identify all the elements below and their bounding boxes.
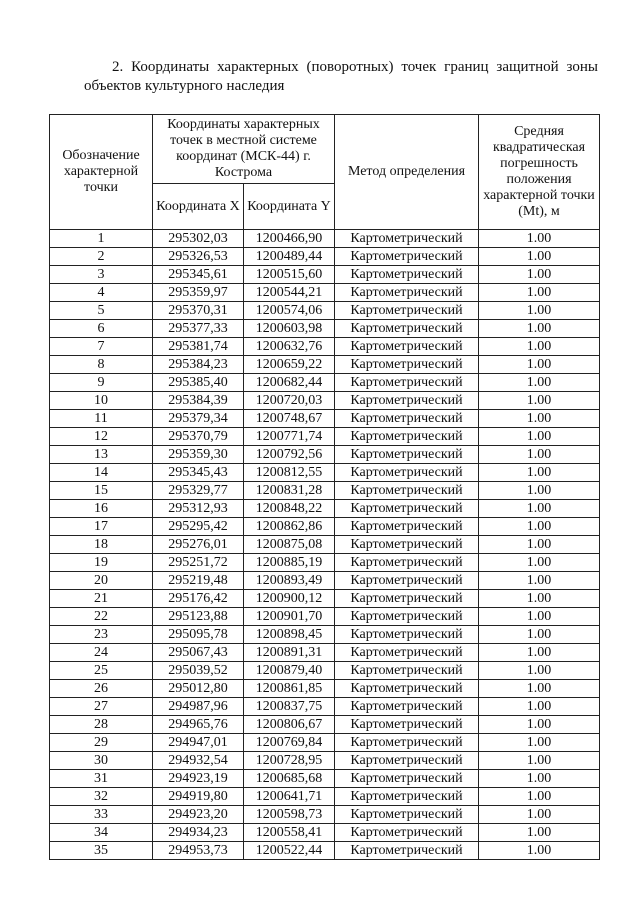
cell-method: Картометрический (335, 320, 479, 338)
cell-method: Картометрический (335, 302, 479, 320)
header-error: Средняя квадратическая погрешность положения характерной точки (Mt), м (479, 115, 600, 230)
cell-error: 1.00 (479, 518, 600, 536)
header-point-designation: Обозначение характерной точки (50, 115, 153, 230)
cell-method: Картометрический (335, 266, 479, 284)
header-method: Метод определения (335, 115, 479, 230)
cell-coordinate-y: 1200771,74 (244, 428, 335, 446)
cell-coordinate-x: 295295,42 (153, 518, 244, 536)
cell-coordinate-y: 1200685,68 (244, 770, 335, 788)
cell-coordinate-x: 295276,01 (153, 536, 244, 554)
cell-point-number: 30 (50, 752, 153, 770)
cell-error: 1.00 (479, 626, 600, 644)
table-row (50, 284, 600, 302)
cell-error: 1.00 (479, 680, 600, 698)
cell-method: Картометрический (335, 410, 479, 428)
cell-error: 1.00 (479, 536, 600, 554)
cell-error: 1.00 (479, 248, 600, 266)
cell-coordinate-y: 1200891,31 (244, 644, 335, 662)
cell-point-number: 4 (50, 284, 153, 302)
cell-point-number: 27 (50, 698, 153, 716)
cell-coordinate-x: 295384,23 (153, 356, 244, 374)
cell-error: 1.00 (479, 698, 600, 716)
cell-method: Картометрический (335, 626, 479, 644)
cell-point-number: 35 (50, 842, 153, 860)
cell-error: 1.00 (479, 266, 600, 284)
cell-coordinate-y: 1200720,03 (244, 392, 335, 410)
cell-coordinate-x: 295312,93 (153, 500, 244, 518)
table-row (50, 752, 600, 770)
table-row (50, 806, 600, 824)
table-row (50, 446, 600, 464)
cell-error: 1.00 (479, 590, 600, 608)
cell-method: Картометрический (335, 482, 479, 500)
cell-method: Картометрический (335, 788, 479, 806)
table-row (50, 734, 600, 752)
cell-coordinate-y: 1200879,40 (244, 662, 335, 680)
cell-coordinate-x: 295176,42 (153, 590, 244, 608)
cell-point-number: 12 (50, 428, 153, 446)
table-row (50, 680, 600, 698)
cell-coordinate-y: 1200875,08 (244, 536, 335, 554)
table-row (50, 500, 600, 518)
cell-error: 1.00 (479, 716, 600, 734)
cell-coordinate-y: 1200748,67 (244, 410, 335, 428)
header-coordinates-group: Координаты характерных точек в местной системе координат (МСК-44) г. Кострома (153, 115, 335, 184)
table-row (50, 392, 600, 410)
cell-point-number: 28 (50, 716, 153, 734)
table-row (50, 248, 600, 266)
cell-coordinate-x: 294932,54 (153, 752, 244, 770)
cell-method: Картометрический (335, 824, 479, 842)
cell-point-number: 22 (50, 608, 153, 626)
table-row (50, 842, 600, 860)
cell-error: 1.00 (479, 338, 600, 356)
table-row (50, 518, 600, 536)
cell-point-number: 7 (50, 338, 153, 356)
cell-error: 1.00 (479, 662, 600, 680)
cell-coordinate-y: 1200885,19 (244, 554, 335, 572)
cell-coordinate-x: 295326,53 (153, 248, 244, 266)
cell-point-number: 19 (50, 554, 153, 572)
section-heading (84, 58, 598, 96)
table-row (50, 374, 600, 392)
cell-method: Картометрический (335, 554, 479, 572)
cell-point-number: 23 (50, 626, 153, 644)
cell-coordinate-y: 1200898,45 (244, 626, 335, 644)
cell-coordinate-y: 1200861,85 (244, 680, 335, 698)
table-row (50, 428, 600, 446)
cell-coordinate-x: 295359,30 (153, 446, 244, 464)
cell-coordinate-y: 1200544,21 (244, 284, 335, 302)
table-row (50, 590, 600, 608)
table-row (50, 410, 600, 428)
cell-point-number: 21 (50, 590, 153, 608)
cell-coordinate-y: 1200598,73 (244, 806, 335, 824)
cell-method: Картометрический (335, 680, 479, 698)
table-row (50, 788, 600, 806)
cell-coordinate-x: 294919,80 (153, 788, 244, 806)
cell-error: 1.00 (479, 428, 600, 446)
cell-error: 1.00 (479, 302, 600, 320)
cell-coordinate-y: 1200812,55 (244, 464, 335, 482)
cell-point-number: 11 (50, 410, 153, 428)
cell-point-number: 9 (50, 374, 153, 392)
cell-point-number: 3 (50, 266, 153, 284)
cell-coordinate-y: 1200893,49 (244, 572, 335, 590)
cell-coordinate-y: 1200900,12 (244, 590, 335, 608)
cell-coordinate-x: 294987,96 (153, 698, 244, 716)
cell-method: Картометрический (335, 806, 479, 824)
table-row (50, 356, 600, 374)
cell-point-number: 25 (50, 662, 153, 680)
cell-error: 1.00 (479, 284, 600, 302)
cell-coordinate-x: 294965,76 (153, 716, 244, 734)
cell-coordinate-x: 295123,88 (153, 608, 244, 626)
cell-error: 1.00 (479, 842, 600, 860)
cell-method: Картометрический (335, 608, 479, 626)
table-row (50, 698, 600, 716)
cell-coordinate-y: 1200848,22 (244, 500, 335, 518)
cell-coordinate-x: 294934,23 (153, 824, 244, 842)
cell-method: Картометрический (335, 338, 479, 356)
coordinates-table (49, 114, 600, 860)
cell-method: Картометрический (335, 230, 479, 248)
table-row (50, 320, 600, 338)
cell-method: Картометрический (335, 356, 479, 374)
cell-point-number: 26 (50, 680, 153, 698)
cell-coordinate-x: 295345,43 (153, 464, 244, 482)
cell-point-number: 33 (50, 806, 153, 824)
cell-method: Картометрический (335, 500, 479, 518)
cell-coordinate-x: 294923,19 (153, 770, 244, 788)
cell-coordinate-y: 1200831,28 (244, 482, 335, 500)
cell-method: Картометрический (335, 428, 479, 446)
cell-error: 1.00 (479, 356, 600, 374)
cell-method: Картометрический (335, 536, 479, 554)
cell-coordinate-y: 1200682,44 (244, 374, 335, 392)
table-row (50, 608, 600, 626)
cell-method: Картометрический (335, 716, 479, 734)
cell-method: Картометрический (335, 392, 479, 410)
cell-coordinate-x: 295012,80 (153, 680, 244, 698)
cell-coordinate-x: 294923,20 (153, 806, 244, 824)
cell-coordinate-y: 1200641,71 (244, 788, 335, 806)
cell-point-number: 34 (50, 824, 153, 842)
cell-coordinate-x: 295377,33 (153, 320, 244, 338)
cell-error: 1.00 (479, 464, 600, 482)
cell-point-number: 16 (50, 500, 153, 518)
cell-coordinate-y: 1200522,44 (244, 842, 335, 860)
table-row (50, 302, 600, 320)
cell-error: 1.00 (479, 770, 600, 788)
cell-error: 1.00 (479, 806, 600, 824)
cell-coordinate-x: 295381,74 (153, 338, 244, 356)
cell-point-number: 20 (50, 572, 153, 590)
cell-point-number: 13 (50, 446, 153, 464)
cell-coordinate-y: 1200659,22 (244, 356, 335, 374)
table-row (50, 230, 600, 248)
cell-method: Картометрический (335, 698, 479, 716)
cell-error: 1.00 (479, 734, 600, 752)
cell-method: Картометрический (335, 662, 479, 680)
table-row (50, 464, 600, 482)
table-row (50, 266, 600, 284)
cell-error: 1.00 (479, 446, 600, 464)
section-heading-text: 2. Координаты характерных (поворотных) точек границ защитной зоны объектов культурного наследия (84, 59, 598, 94)
cell-coordinate-y: 1200728,95 (244, 752, 335, 770)
cell-coordinate-y: 1200603,98 (244, 320, 335, 338)
table-row (50, 338, 600, 356)
cell-coordinate-x: 295329,77 (153, 482, 244, 500)
cell-coordinate-x: 295251,72 (153, 554, 244, 572)
table-row (50, 626, 600, 644)
cell-point-number: 24 (50, 644, 153, 662)
cell-point-number: 29 (50, 734, 153, 752)
cell-error: 1.00 (479, 410, 600, 428)
cell-point-number: 18 (50, 536, 153, 554)
table-row (50, 716, 600, 734)
cell-coordinate-y: 1200769,84 (244, 734, 335, 752)
cell-error: 1.00 (479, 392, 600, 410)
cell-point-number: 14 (50, 464, 153, 482)
cell-error: 1.00 (479, 824, 600, 842)
cell-coordinate-y: 1200515,60 (244, 266, 335, 284)
table-row (50, 572, 600, 590)
cell-method: Картометрический (335, 770, 479, 788)
cell-method: Картометрический (335, 446, 479, 464)
cell-method: Картометрический (335, 842, 479, 860)
cell-method: Картометрический (335, 590, 479, 608)
cell-error: 1.00 (479, 554, 600, 572)
cell-coordinate-y: 1200632,76 (244, 338, 335, 356)
cell-coordinate-x: 295039,52 (153, 662, 244, 680)
cell-coordinate-y: 1200792,56 (244, 446, 335, 464)
table-row (50, 644, 600, 662)
cell-coordinate-x: 295370,79 (153, 428, 244, 446)
cell-method: Картометрический (335, 572, 479, 590)
cell-error: 1.00 (479, 608, 600, 626)
cell-coordinate-y: 1200558,41 (244, 824, 335, 842)
cell-coordinate-x: 294947,01 (153, 734, 244, 752)
cell-error: 1.00 (479, 482, 600, 500)
cell-coordinate-x: 295379,34 (153, 410, 244, 428)
cell-method: Картометрический (335, 374, 479, 392)
table-body (50, 230, 600, 860)
table-row (50, 554, 600, 572)
cell-coordinate-x: 295359,97 (153, 284, 244, 302)
cell-error: 1.00 (479, 644, 600, 662)
cell-method: Картометрический (335, 284, 479, 302)
cell-point-number: 8 (50, 356, 153, 374)
cell-coordinate-x: 294953,73 (153, 842, 244, 860)
cell-point-number: 32 (50, 788, 153, 806)
cell-coordinate-x: 295302,03 (153, 230, 244, 248)
table-row (50, 824, 600, 842)
cell-point-number: 6 (50, 320, 153, 338)
cell-method: Картометрический (335, 734, 479, 752)
cell-coordinate-y: 1200574,06 (244, 302, 335, 320)
cell-error: 1.00 (479, 500, 600, 518)
cell-method: Картометрический (335, 752, 479, 770)
cell-point-number: 10 (50, 392, 153, 410)
cell-coordinate-x: 295345,61 (153, 266, 244, 284)
cell-point-number: 15 (50, 482, 153, 500)
cell-method: Картометрический (335, 248, 479, 266)
cell-error: 1.00 (479, 752, 600, 770)
cell-coordinate-y: 1200466,90 (244, 230, 335, 248)
cell-coordinate-x: 295385,40 (153, 374, 244, 392)
table-row (50, 482, 600, 500)
table-row (50, 770, 600, 788)
cell-error: 1.00 (479, 320, 600, 338)
cell-coordinate-x: 295370,31 (153, 302, 244, 320)
cell-coordinate-x: 295095,78 (153, 626, 244, 644)
table-row (50, 536, 600, 554)
cell-coordinate-x: 295384,39 (153, 392, 244, 410)
header-coordinate-y: Координата Y (244, 184, 335, 230)
cell-point-number: 2 (50, 248, 153, 266)
cell-point-number: 5 (50, 302, 153, 320)
cell-coordinate-x: 295219,48 (153, 572, 244, 590)
cell-coordinate-y: 1200806,67 (244, 716, 335, 734)
cell-coordinate-x: 295067,43 (153, 644, 244, 662)
cell-coordinate-y: 1200837,75 (244, 698, 335, 716)
cell-coordinate-y: 1200901,70 (244, 608, 335, 626)
cell-method: Картометрический (335, 644, 479, 662)
cell-point-number: 1 (50, 230, 153, 248)
cell-point-number: 17 (50, 518, 153, 536)
cell-error: 1.00 (479, 572, 600, 590)
cell-error: 1.00 (479, 374, 600, 392)
table-row (50, 662, 600, 680)
header-coordinate-x: Координата X (153, 184, 244, 230)
cell-error: 1.00 (479, 230, 600, 248)
cell-method: Картометрический (335, 518, 479, 536)
cell-error: 1.00 (479, 788, 600, 806)
cell-coordinate-y: 1200862,86 (244, 518, 335, 536)
cell-coordinate-y: 1200489,44 (244, 248, 335, 266)
cell-method: Картометрический (335, 464, 479, 482)
cell-point-number: 31 (50, 770, 153, 788)
